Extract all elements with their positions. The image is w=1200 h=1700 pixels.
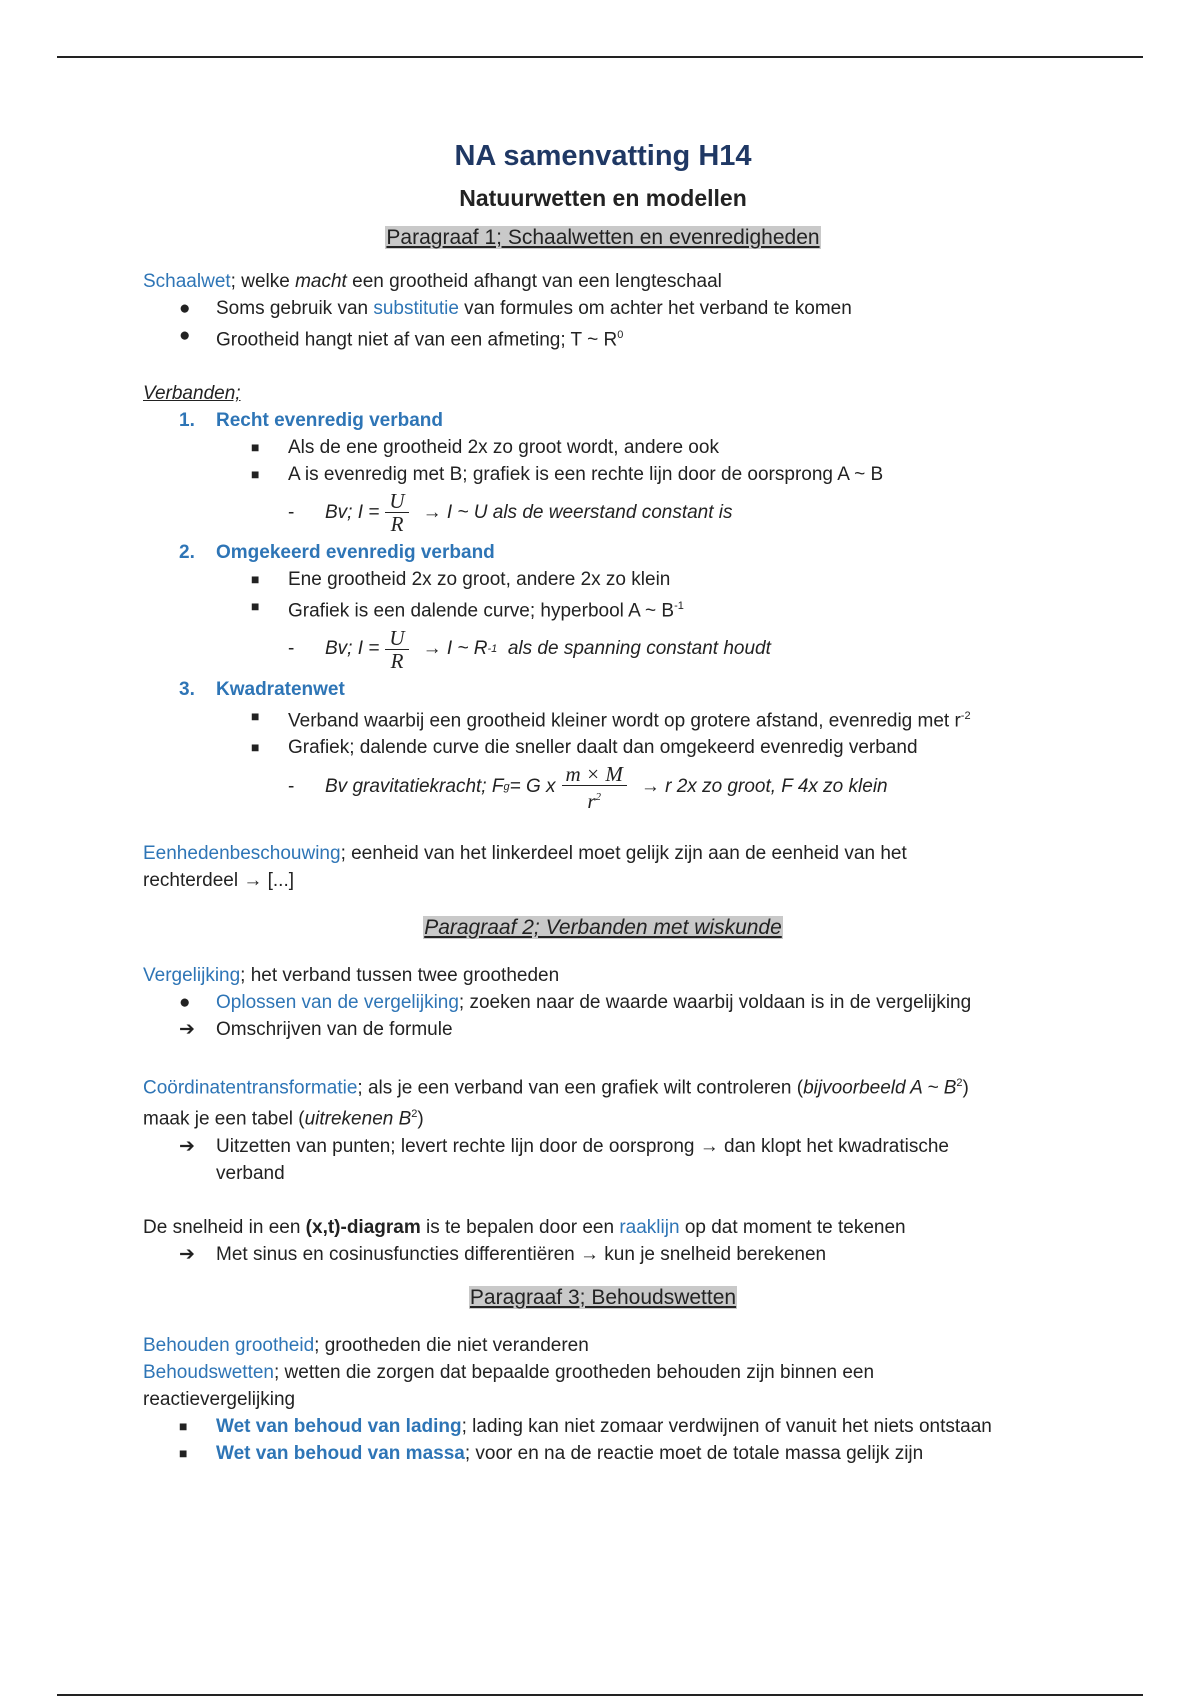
section-heading-1: Paragraaf 1; Schaalwetten en evenredigheden (386, 226, 820, 249)
numbered-item-1: 1. Recht evenredig verband (179, 410, 444, 432)
list-item: ● Soms gebruik van substitutie van formules om achter het verband te komen (179, 298, 852, 319)
behouden-definition: Behouden grootheid; grootheden die niet veranderen (143, 1334, 589, 1356)
arrow-item: ➔ Uitzetten van punten; levert rechte lijn door de oorsprong → dan klopt het kwadratische verband (179, 1135, 949, 1184)
top-rule (57, 56, 1143, 58)
behoudswetten-definition-cont: reactievergelijking (143, 1388, 296, 1410)
list-item: ■ A is evenredig met B; grafiek is een rechte lijn door de oorsprong A ~ B (251, 464, 884, 486)
document-title: NA samenvatting H14 (454, 140, 752, 172)
snelheid-statement: De snelheid in een (x,t)-diagram is te bepalen door een raaklijn op dat moment te tekenen (143, 1216, 906, 1238)
section-heading-2: Paragraaf 2; Verbanden met wiskunde (424, 915, 782, 939)
list-item: ■ Wet van behoud van massa; voor en na de reactie moet de totale massa gelijk zijn (179, 1442, 924, 1464)
coordinaten-definition-cont: maak je een tabel (uitrekenen $B^2$) (143, 1108, 424, 1130)
section-heading-3: Paragraaf 3; Behoudswetten (469, 1285, 737, 1309)
behoudswetten-definition: Behoudswetten; wetten die zorgen dat bepaalde grootheden behouden zijn binnen een (143, 1361, 875, 1383)
list-item: ■ Ene grootheid 2x zo groot, andere 2x zo klein (251, 569, 671, 591)
eenheden-definition: Eenhedenbeschouwing; eenheid van het linkerdeel moet gelijk zijn aan de eenheid van het (143, 842, 907, 864)
document-subtitle: Natuurwetten en modellen (459, 185, 747, 211)
list-item: ● Oplossen van de vergelijking; zoeken naar de waarde waarbij voldaan is in de vergelijking (179, 991, 972, 1013)
numbered-item-2: 2. Omgekeerd evenredig verband (179, 542, 495, 564)
bottom-rule (57, 1694, 1143, 1696)
verbanden-heading: Verbanden; (143, 383, 241, 405)
list-item: ■ Verband waarbij een grootheid kleiner wordt op grotere afstand, evenredig met $r^{-2}$ (251, 707, 971, 731)
list-item: ■ Als de ene grootheid 2x zo groot wordt, andere ook (251, 437, 719, 459)
example-formula: - Bv gravitatiekracht; F g = G x $\frac{m \times M}{r^2}$ → r 2x zo groot, F 4x zo klein (288, 761, 888, 813)
example-formula: - Bv; I = $\frac{U}{R}$ → I ~ U als de weerstand constant is (288, 489, 733, 537)
list-item: ■ Grafiek; dalende curve die sneller daalt dan omgekeerd evenredig verband (251, 736, 918, 758)
arrow-item: ➔ Met sinus en cosinusfuncties differentiëren → kun je snelheid berekenen (179, 1243, 827, 1265)
numbered-item-3: 3. Kwadratenwet (179, 678, 345, 700)
example-formula: - Bv; I = $\frac{U}{R}$ → I ~ R -1 als de spanning constant houdt (288, 625, 771, 673)
eenheden-definition-cont: rechterdeel → [...] (143, 869, 295, 891)
schaalwet-definition: Schaalwet; welke macht een grootheid afhangt van een lengteschaal (143, 271, 722, 292)
coordinaten-definition: Coördinatentransformatie; als je een verband van een grafiek wilt controleren (bijvoorbeeld A ~ $B^2$) (143, 1076, 969, 1099)
list-item: ■ Grafiek is een dalende curve; hyperbool A ~ $B^{-1}$ (251, 598, 684, 622)
arrow-item: ➔ Omschrijven van de formule (179, 1018, 453, 1040)
document-body (143, 140, 1063, 1467)
list-item: ■ Wet van behoud van lading; lading kan niet zomaar verdwijnen of vanuit het niets ontstaan (179, 1415, 992, 1437)
list-item: ● Grootheid hangt niet af van een afmeting; T ~ $R^0$ (179, 325, 624, 351)
vergelijking-definition: Vergelijking; het verband tussen twee grootheden (143, 964, 560, 986)
